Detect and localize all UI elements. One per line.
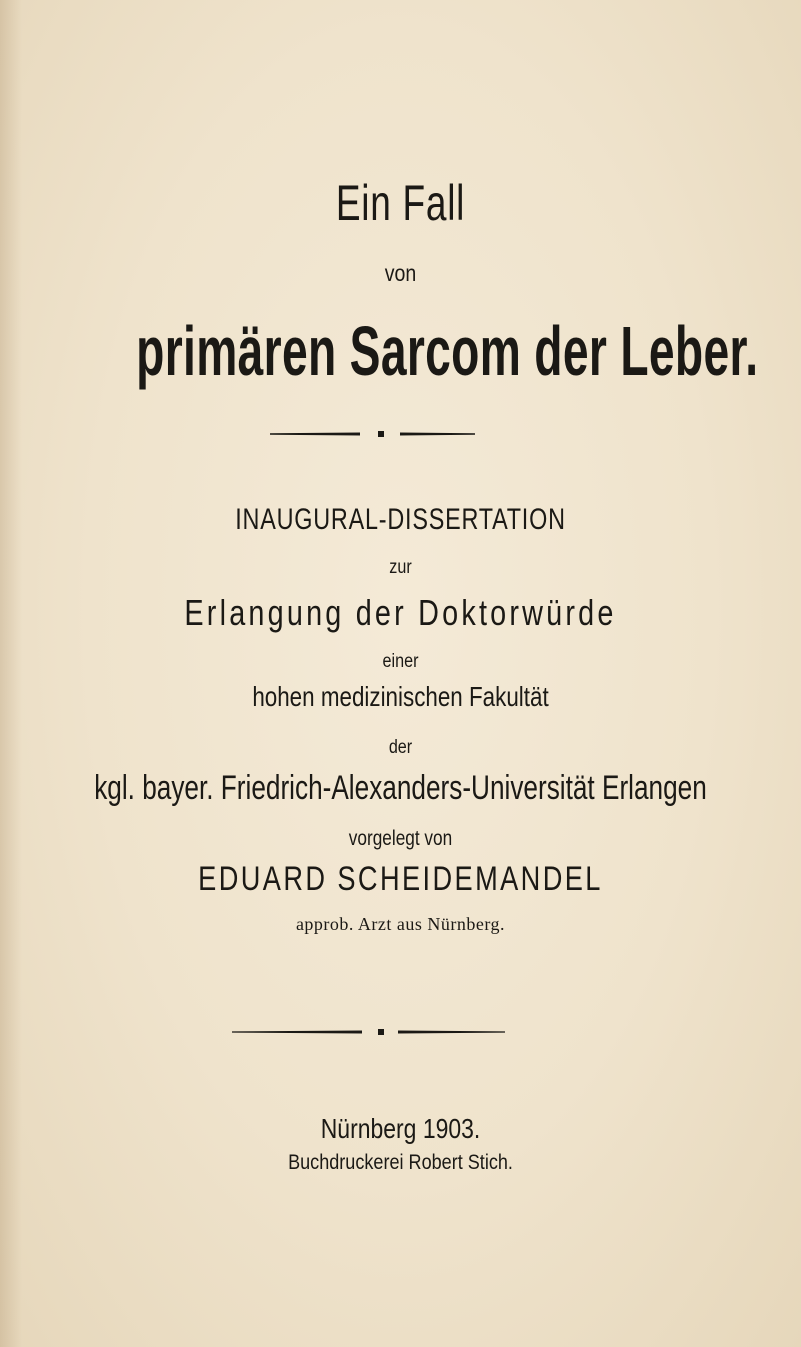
title-line-2: primären Sarcom der Leber. xyxy=(136,312,759,390)
author-name: EDUARD SCHEIDEMANDEL xyxy=(198,860,603,898)
dissertation-purpose: Erlangung der Doktorwürde xyxy=(184,592,617,633)
author-intro: vorgelegt von xyxy=(348,827,453,850)
imprint-printer: Buchdruckerei Robert Stich. xyxy=(288,1151,513,1174)
dissertation-faculty: hohen medizinischen Fakultät xyxy=(252,681,549,712)
dissertation-einer: einer xyxy=(382,651,419,672)
dissertation-university: kgl. bayer. Friedrich-Alexanders-Universität Erlangen xyxy=(94,769,707,807)
imprint-place-year: Nürnberg 1903. xyxy=(320,1113,481,1144)
dissertation-type: INAUGURAL-DISSERTATION xyxy=(235,503,566,536)
dissertation-der: der xyxy=(388,737,413,758)
title-connector: von xyxy=(384,260,417,286)
ornamental-divider-top xyxy=(0,430,801,438)
ornamental-divider-bottom xyxy=(0,1028,801,1036)
dissertation-zur: zur xyxy=(389,557,412,578)
author-credentials: approb. Arzt aus Nürnberg. xyxy=(295,914,506,934)
title-line-1: Ein Fall xyxy=(335,175,466,231)
